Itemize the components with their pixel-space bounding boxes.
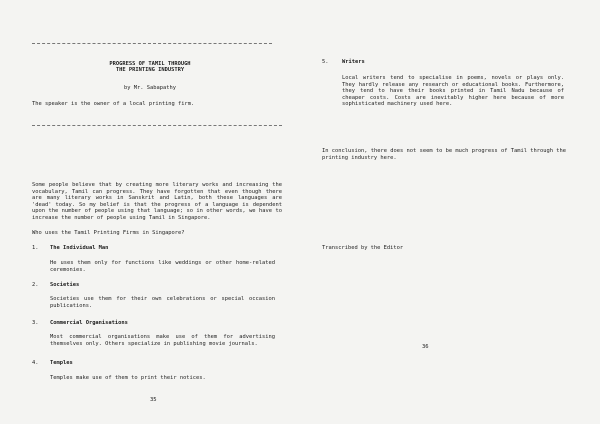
item-2-number: 2. [32,282,39,288]
top-divider [32,43,272,44]
article-title-line1: PROGRESS OF TAMIL THROUGH [109,61,191,67]
item-3-heading: Commercial Organisations [50,320,128,326]
item-5-number: 5. [322,59,329,65]
transcription-credit: Transcribed by the Editor [322,245,404,251]
item-5-heading: Writers [342,59,365,65]
article-title-line2: THE PRINTING INDUSTRY [115,67,185,73]
article-intro: The speaker is the owner of a local printing firm. [32,101,195,107]
body-paragraph: Some people believe that by creating more literary works and increasing the vocabulary, Tamil can progress. They have forgotten that even though there are many literary works in Sanskrit and Latin, both these languages are 'dead' today. So my belief is that the progress of a language is dependent upon the number of people using that language; so in other words, we have to increase the number of people using Tamil in Singapore. [32,182,286,221]
item-4-number: 4. [32,360,39,366]
item-3-text: Most commercial organisations make use of them for advertising themselves only. Others specialize in publishing movie journals. [50,334,279,347]
item-1-text: He uses them only for functions like weddings or other home-related ceremonies. [50,260,279,273]
page-number-left: 35 [150,397,157,403]
item-1-number: 1. [32,245,39,251]
question-line: Who uses the Tamil Printing Firms in Singapore? [32,230,185,236]
item-4-heading: Temples [50,360,73,366]
item-2-heading: Societies [50,282,80,288]
item-3-number: 3. [32,320,39,326]
intro-divider [32,125,282,126]
item-4-text: Temples make use of them to print their notices. [50,375,206,381]
article-author: by Mr. Sabapathy [124,85,176,91]
item-1-heading: The Individual Man [50,245,109,251]
conclusion-paragraph: In conclusion, there does not seem to be much progress of Tamil through the printing industry here. [322,148,570,161]
item-5-text: Local writers tend to specialise in poems, novels or plays only. They hardly release any research or educational books. Furthermore, they tend to have their books printed in Tamil Nadu because of cheaper costs. Costs are inevitably higher here because of more sophisticated machinery used here. [342,75,568,108]
page-number-right: 36 [422,344,429,350]
right-page [300,0,600,424]
item-2-text: Societies use them for their own celebrations or special occasion publications. [50,296,279,309]
